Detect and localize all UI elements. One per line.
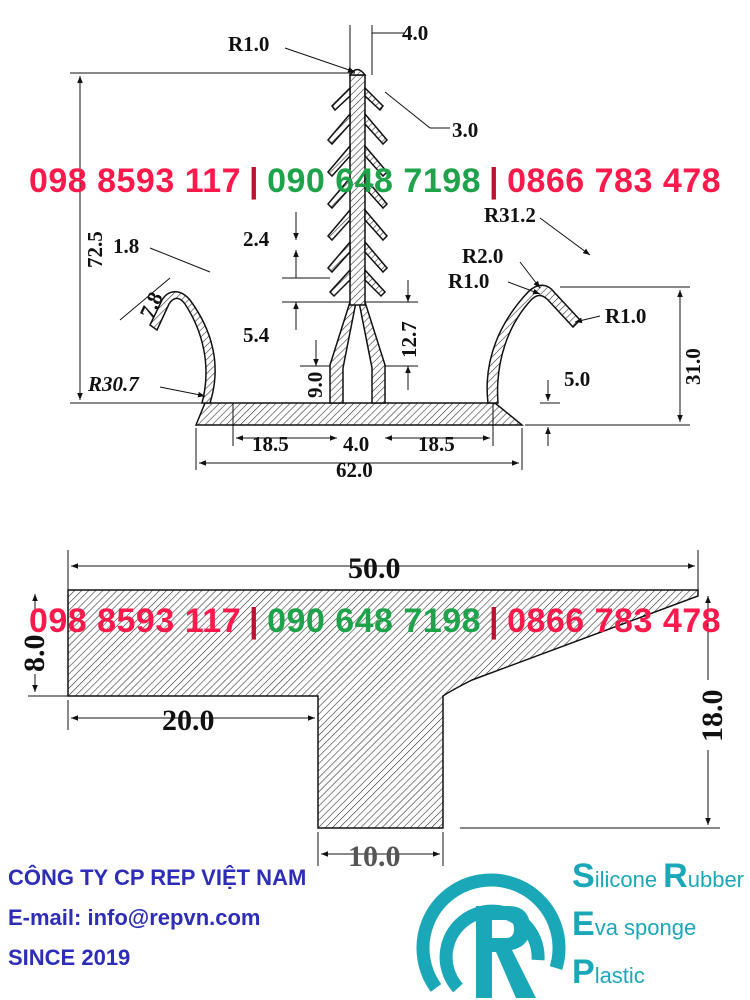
tagline-cap-r: R: [663, 857, 688, 895]
dim-r1-top: R1.0: [228, 32, 270, 56]
phone-number-2: 090 648 7198: [267, 161, 482, 200]
tagline-cap-s: S: [572, 857, 595, 895]
dim-pitch-5-4: 5.4: [243, 323, 270, 347]
phone-number-2: 090 648 7198: [267, 601, 482, 640]
phone-separator: |: [489, 601, 500, 640]
dim-width-18-5-right: 18.5: [418, 432, 455, 456]
company-email: E-mail: info@repvn.com: [8, 905, 261, 930]
tagline-text-lastic: lastic: [594, 963, 645, 988]
dim-width-62-0: 62.0: [336, 458, 373, 482]
dim-r30-7: R30.7: [88, 372, 139, 396]
dim-r31-2: R31.2: [484, 203, 536, 227]
dim-length-7-8: 7.8: [134, 288, 168, 323]
dim-height-12-7: 12.7: [397, 321, 421, 358]
phone-number-3: 0866 783 478: [507, 161, 722, 200]
dim-height-9-0: 9.0: [303, 371, 327, 398]
dim-width-18-5-left: 18.5: [252, 432, 289, 456]
dim-width-20-0: 20.0: [162, 704, 215, 737]
company-info: [8, 858, 306, 978]
dim-pitch-2-4: 2.4: [243, 227, 270, 251]
phone-separator: |: [249, 161, 260, 200]
dim-thickness-1-8: 1.8: [113, 234, 140, 258]
dim-height-72-5: 72.5: [83, 231, 107, 268]
base-strip: [196, 403, 522, 425]
phone-number-1: 098 8593 117: [28, 161, 242, 200]
tagline-eva-sponge: [572, 900, 744, 948]
left-stem: [330, 302, 356, 403]
phone-watermark-top: [0, 158, 750, 204]
dim-width-4-0-bottom: 4.0: [343, 432, 370, 456]
phone-separator: |: [249, 601, 260, 640]
dim-thickness-5-0: 5.0: [564, 367, 591, 391]
dim-height-31-0: 31.0: [681, 348, 705, 385]
tagline-text-ilicone: ilicone: [594, 867, 664, 892]
dim-width-50-0: 50.0: [348, 552, 401, 585]
right-stem: [359, 302, 385, 403]
dim-height-8-0: 8.0: [18, 634, 51, 672]
dim-width-4-top: 4.0: [402, 21, 429, 45]
company-name: CÔNG TY CP REP VIỆT NAM: [8, 865, 307, 890]
tagline-cap-e: E: [572, 905, 595, 943]
dim-r2-0: R2.0: [462, 244, 504, 268]
phone-separator: |: [489, 161, 500, 200]
dim-height-18-0: 18.0: [696, 689, 729, 742]
top-profile: [150, 70, 580, 426]
tagline-text-ubber: ubber: [687, 867, 745, 892]
brand-tagline: [572, 852, 744, 996]
dim-r1-0-inner: R1.0: [448, 269, 490, 293]
dim-fin-3: 3.0: [452, 118, 479, 142]
phone-watermark-bottom: [0, 598, 750, 644]
tagline-silicone-rubber: [572, 852, 744, 900]
tagline-plastic: [572, 948, 744, 996]
phone-number-3: 0866 783 478: [507, 601, 722, 640]
rep-logo-icon: [416, 848, 568, 1000]
company-since: SINCE 2019: [8, 945, 131, 970]
spine-tip: [350, 70, 365, 76]
tagline-text-va-sponge: va sponge: [594, 915, 697, 940]
tagline-cap-p: P: [572, 953, 595, 991]
phone-number-1: 098 8593 117: [28, 601, 242, 640]
dim-width-10-0: 10.0: [348, 840, 401, 873]
dim-r1-0-tip: R1.0: [605, 304, 647, 328]
